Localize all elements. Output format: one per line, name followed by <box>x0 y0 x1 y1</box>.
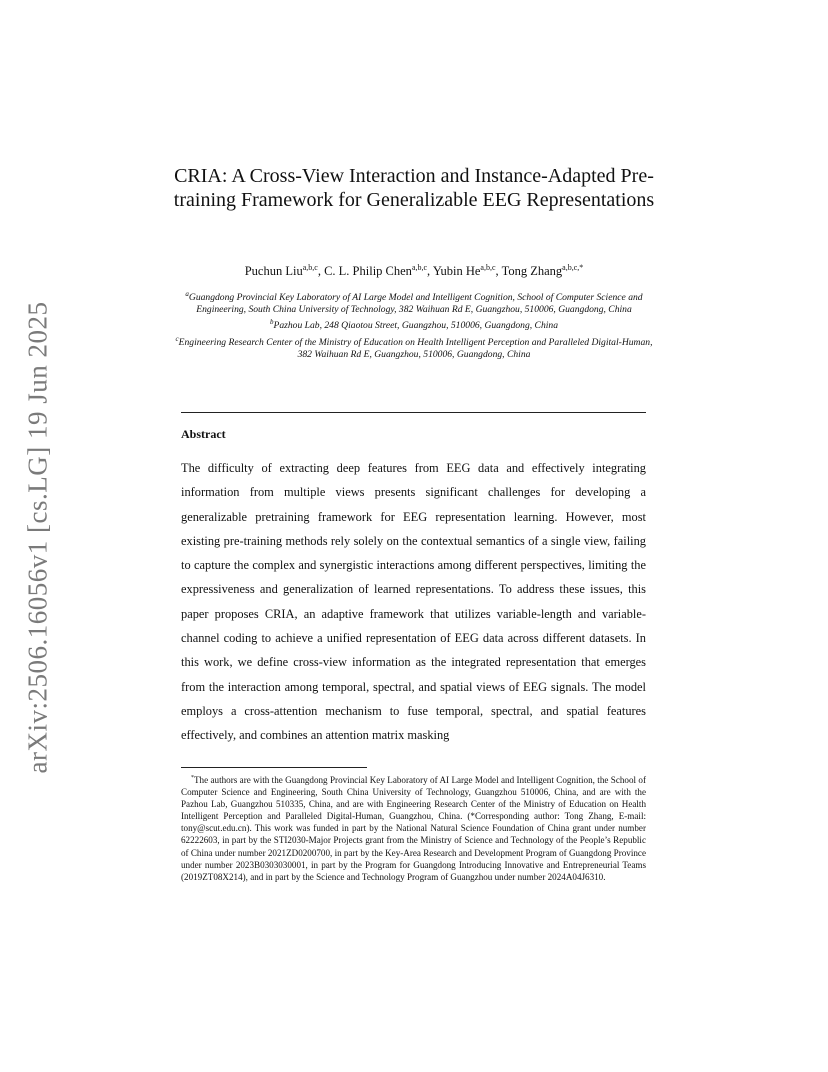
affiliation-c <box>168 333 660 361</box>
affiliation-text: Pazhou Lab, 248 Qiaotou Street, Guangzhou, 510006, Guangdong, China <box>273 320 559 332</box>
abstract-top-rule <box>181 412 646 413</box>
affiliation-a <box>168 288 660 316</box>
author-affiliation-mark: a,b,c,* <box>562 263 584 272</box>
author-name: C. L. Philip Chen <box>324 264 412 278</box>
arxiv-sidebar-stamp <box>18 300 58 775</box>
affiliation-text: Engineering Research Center of the Ministry of Education on Health Intelligent Perception and Paralleled Digital-Human, 382 Waihuan Rd E, Guangzhou, 510006, Guangdong, China <box>178 336 653 360</box>
author-affiliation-mark: a,b,c <box>480 263 496 272</box>
footnote-mark: * <box>191 775 194 781</box>
affiliations <box>168 288 660 361</box>
author-name: Puchun Liu <box>244 264 303 278</box>
affiliation-mark: b <box>269 318 274 327</box>
footnote <box>181 772 646 883</box>
paper-title: CRIA: A Cross-View Interaction and Instance-Adapted Pre-training Framework for Generalizable EEG Representations <box>173 165 655 211</box>
arxiv-id-text: arXiv:2506.16056v1 [cs.LG] 19 Jun 2025 <box>22 301 53 774</box>
affiliation-mark: c <box>175 334 179 343</box>
footnote-rule <box>181 767 367 768</box>
author-name: Yubin He <box>432 264 481 278</box>
author-list: Puchun Liu$^{a,b,c}$, C. L. Philip Chen$^{a,b,c}$, Yubin He$^{a,b,c}$, Tong Zhang$^{a,b,c,*}$ <box>244 263 584 278</box>
affiliation-mark: a <box>185 290 189 298</box>
author-affiliation-mark: a,b,c <box>302 263 318 272</box>
footnote-text: The authors are with the Guangdong Provincial Key Laboratory of AI Large Model and Intelligent Cognition, the School of Computer Science and Engineering, South China University of Technology, Guangzhou 510006, China, and are with the Pazhou Lab, Guangzhou 510335, China, and are with Engineering Research Center of the Ministry of Education on Health Intelligent Perception and Paralleled Digital-Human, Guangzhou, China. (*Corresponding author: Tong Zhang, E-mail: tony@scut.edu.cn). This work was funded in part by the National Natural Science Foundation of China grant under number 62222603, in part by the STI2030-Major Projects grant from the Ministry of Science and Technology of the People’s Republic of China under number 2021ZD0200700, in part by the Key-Area Research and Development Program of Guangdong Province under number 2023B0303030001, in part by the Program for Guangdong Introducing Innovative and Entrepreneurial Teams (2019ZT08X214), and in part by the Science and Technology Program of Guangzhou under number 2024A04J6310. <box>181 775 646 882</box>
affiliation-b <box>168 316 660 332</box>
author-name: Tong Zhang <box>501 264 563 278</box>
abstract-text: The difficulty of extracting deep features from EEG data and effectively integrating information from multiple views presents significant challenges for developing a generalizable pretraining framework for EEG representation learning. However, most existing pre-training methods rely solely on the contextual semantics of a single view, failing to capture the complex and synergistic interactions among different perspectives, limiting the expressiveness and generalization of learned representations. To address these issues, this paper proposes CRIA, an adaptive framework that utilizes variable-length and variable-channel coding to achieve a unified representation of EEG data across different datasets. In this work, we define cross-view information as the integrated representation that emerges from the interaction among temporal, spectral, and spatial views of EEG signals. The model employs a cross-attention mechanism to fuse temporal, spectral, and spatial features effectively, and combines an attention matrix masking <box>181 461 646 743</box>
author-affiliation-mark: a,b,c <box>411 263 428 272</box>
affiliation-text: Guangdong Provincial Key Laboratory of AI Large Model and Intelligent Cognition, School of Computer Science and Engineering, South China University of Technology, 382 Waihuan Rd E, Guangzhou, 510006, Guangdong, China <box>188 292 643 316</box>
abstract-heading: Abstract <box>181 427 226 441</box>
